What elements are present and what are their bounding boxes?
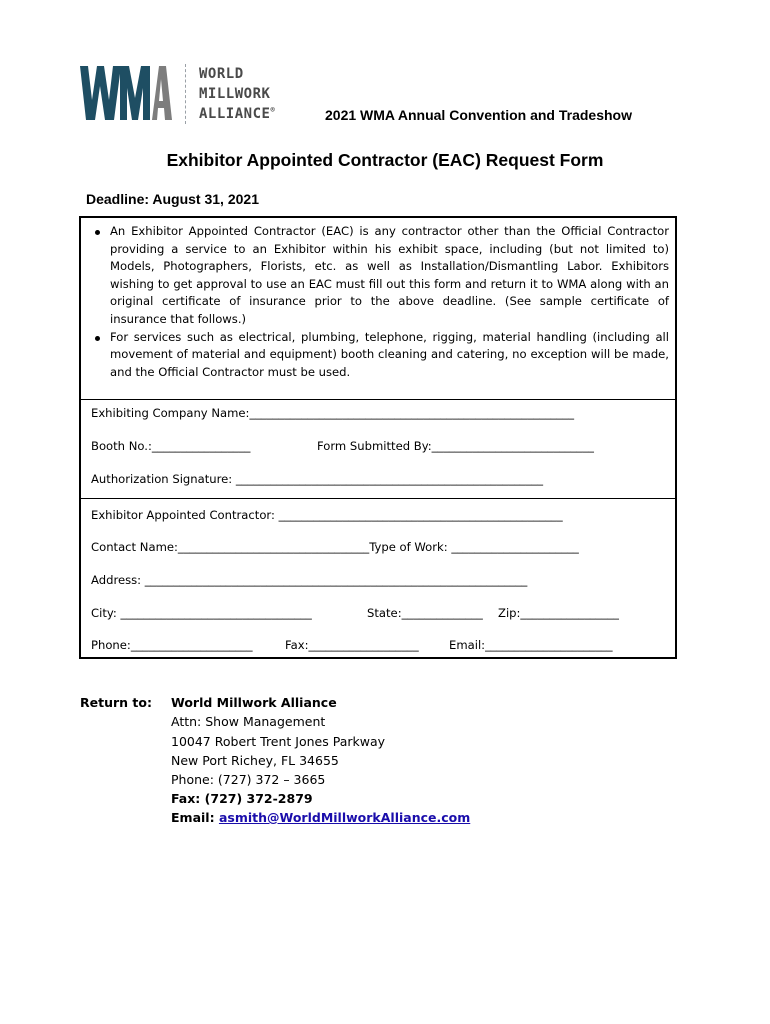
bullet-icon <box>95 336 100 341</box>
phone-field[interactable]: Phone:_____________________ <box>91 638 253 652</box>
convention-title: 2021 WMA Annual Convention and Tradeshow <box>325 107 632 123</box>
wma-logo-mark <box>80 62 172 124</box>
return-email-label: Email: <box>171 810 215 825</box>
address-field[interactable]: Address: __________________________________________________________________ <box>91 573 528 587</box>
city-field[interactable]: City: _________________________________ <box>91 606 312 620</box>
zip-field[interactable]: Zip:_________________ <box>498 606 619 620</box>
return-street: 10047 Robert Trent Jones Parkway <box>171 734 386 749</box>
section-divider-2 <box>81 498 675 499</box>
company-name-field[interactable]: Exhibiting Company Name:________________________________________________________ <box>91 406 575 420</box>
authorization-signature-field[interactable]: Authorization Signature: _____________________________________________________ <box>91 472 544 486</box>
state-field[interactable]: State:______________ <box>367 606 483 620</box>
logo-word-world: WORLD <box>199 66 244 82</box>
bullet-icon <box>95 230 100 235</box>
eac-field[interactable]: Exhibitor Appointed Contractor: _________________________________________________ <box>91 508 563 522</box>
wma-logo <box>80 62 172 129</box>
form-title: Exhibitor Appointed Contractor (EAC) Request Form <box>166 150 604 170</box>
registered-mark: ® <box>270 106 276 114</box>
email-field[interactable]: Email:______________________ <box>449 638 613 652</box>
return-attn: Attn: Show Management <box>171 714 326 729</box>
return-to-label: Return to: <box>80 695 152 710</box>
form-submitted-by-field[interactable]: Form Submitted By:____________________________ <box>317 439 594 453</box>
logo-word-alliance: ALLIANCE® <box>199 106 276 122</box>
section-divider-1 <box>81 399 675 400</box>
logo-word-millwork: MILLWORK <box>199 86 271 102</box>
return-org: World Millwork Alliance <box>171 695 337 710</box>
instruction-item: An Exhibitor Appointed Contractor (EAC) is any contractor other than the Official Contractor providing a service to an Exhibitor within his exhibit space, including (but not limited to) Models, Photographers, Florists, etc. as well as Installation/Dismantling Labor. Exhibitors wishing to get approval to use an EAC must fill out this form and return it to WMA along with an original certificate of insurance prior to the above deadline. (See sample certificate of insurance that follows.) <box>92 223 669 329</box>
instructions-list <box>92 223 669 381</box>
fax-field[interactable]: Fax:___________________ <box>285 638 419 652</box>
return-email-line <box>171 810 470 825</box>
instruction-item: For services such as electrical, plumbing, telephone, rigging, material handling (including all movement of material and equipment) booth cleaning and catering, no exception will be made, and the Official Contractor must be used. <box>92 329 669 382</box>
deadline: Deadline: August 31, 2021 <box>86 191 259 207</box>
return-phone: Phone: (727) 372 – 3665 <box>171 772 326 787</box>
return-email-link[interactable]: asmith@WorldMillworkAlliance.com <box>218 810 471 825</box>
return-city: New Port Richey, FL 34655 <box>171 753 339 768</box>
contact-name-field[interactable]: Contact Name:_________________________________Type of Work: ______________________ <box>91 540 579 554</box>
logo-divider <box>185 64 186 124</box>
return-fax: Fax: (727) 372-2879 <box>171 791 313 806</box>
booth-number-field[interactable]: Booth No.:_________________ <box>91 439 251 453</box>
